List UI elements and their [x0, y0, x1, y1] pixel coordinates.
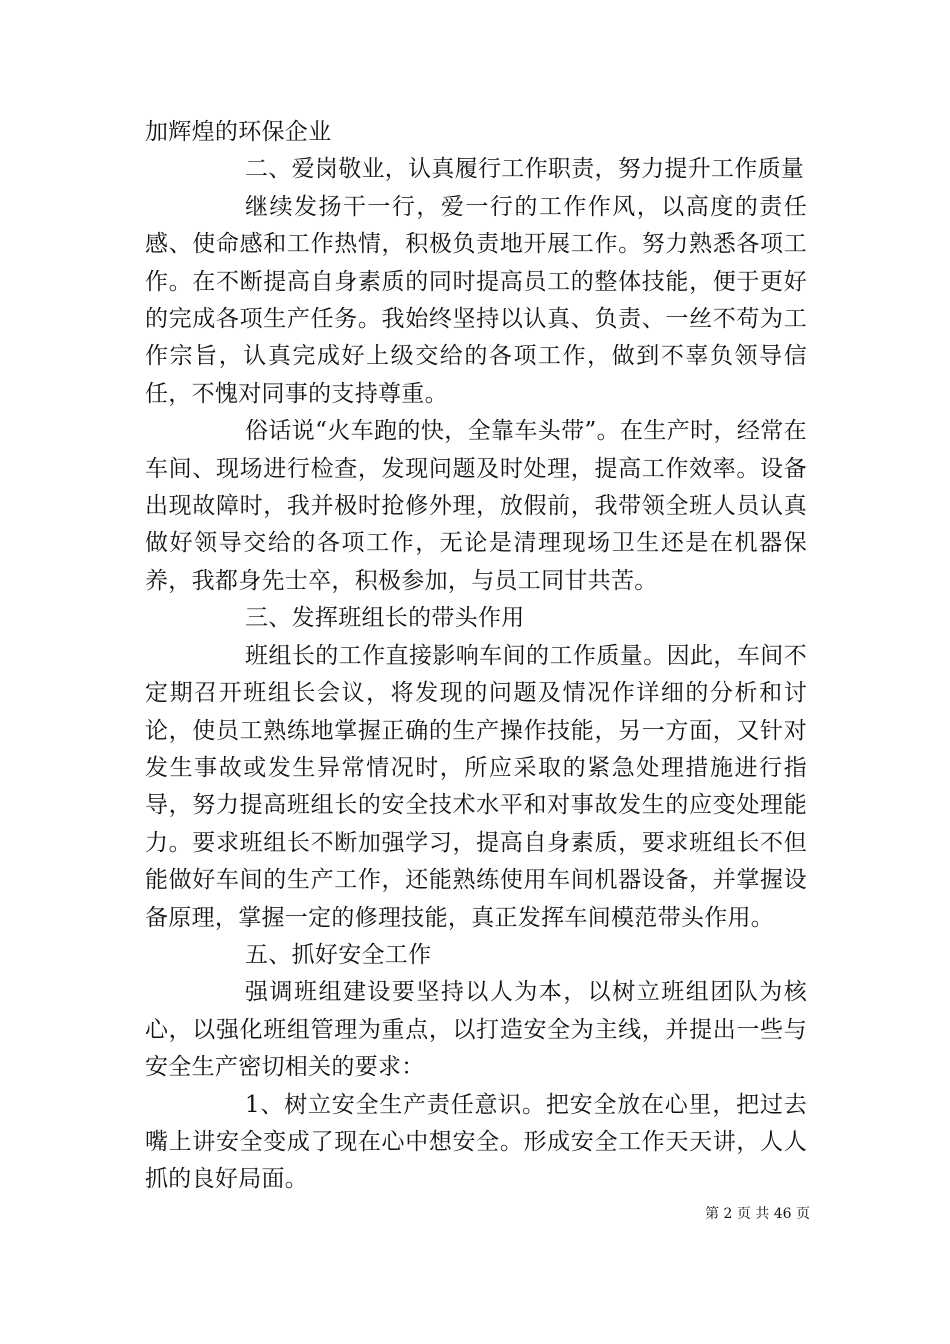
paragraph-safety-intro: 强调班组建设要坚持以人为本，以树立班组团队为核心，以强化班组管理为重点，以打造安全为主线，并提出一些与安全生产密切相关的要求： [145, 979, 807, 1081]
page-number-footer: 第 2 页 共 46 页 [705, 1206, 810, 1222]
paragraph-work-attitude: 继续发扬干一行，爱一行的工作作风，以高度的责任感、使命感和工作热情，积极负责地开展工作。努力熟悉各项工作。在不断提高自身素质的同时提高员工的整体技能，便于更好的完成各项生产任务。我始终坚持以认真、负责、一丝不苟为工作宗旨，认真完成好上级交给的各项工作，做到不辜负领导信任，不愧对同事的支持尊重。 [145, 193, 807, 407]
section-heading-3: 三、发挥班组长的带头作用 [245, 605, 525, 632]
section-heading-2: 二、爱岗敬业，认真履行工作职责，努力提升工作质量 [245, 156, 805, 183]
paragraph-leading-example: 俗话说“火车跑的快，全靠车头带”。在生产时，经常在车间、现场进行检查，发现问题及时处理，提高工作效率。设备出现故障时，我并极时抢修外理，放假前，我带领全班人员认真做好领导交给的各项工作，无论是清理现场卫生还是在机器保养，我都身先士卒，积极参加，与员工同甘共苦。 [145, 418, 807, 594]
paragraph-continuation: 加辉煌的环保企业 [145, 119, 332, 145]
paragraph-safety-item-1: 1、树立安全生产责任意识。把安全放在心里，把过去嘴上讲安全变成了现在心中想安全。形成安全工作天天讲，人人抓的良好局面。 [145, 1091, 807, 1193]
section-heading-5: 五、抓好安全工作 [245, 941, 432, 968]
document-body [145, 114, 807, 1199]
paragraph-team-leader: 班组长的工作直接影响车间的工作质量。因此，车间不定期召开班组长会议，将发现的问题及情况作详细的分析和讨论，使员工熟练地掌握正确的生产操作技能，另一方面，又针对发生事故或发生异常情况时，所应采取的紧急处理措施进行指导，努力提高班组长的安全技术水平和对事故发生的应变处理能力。要求班组长不断加强学习，提高自身素质，要求班组长不但能做好车间的生产工作，还能熟练使用车间机器设备，并掌握设备原理，掌握一定的修理技能，真正发挥车间模范带头作用。 [145, 642, 807, 931]
